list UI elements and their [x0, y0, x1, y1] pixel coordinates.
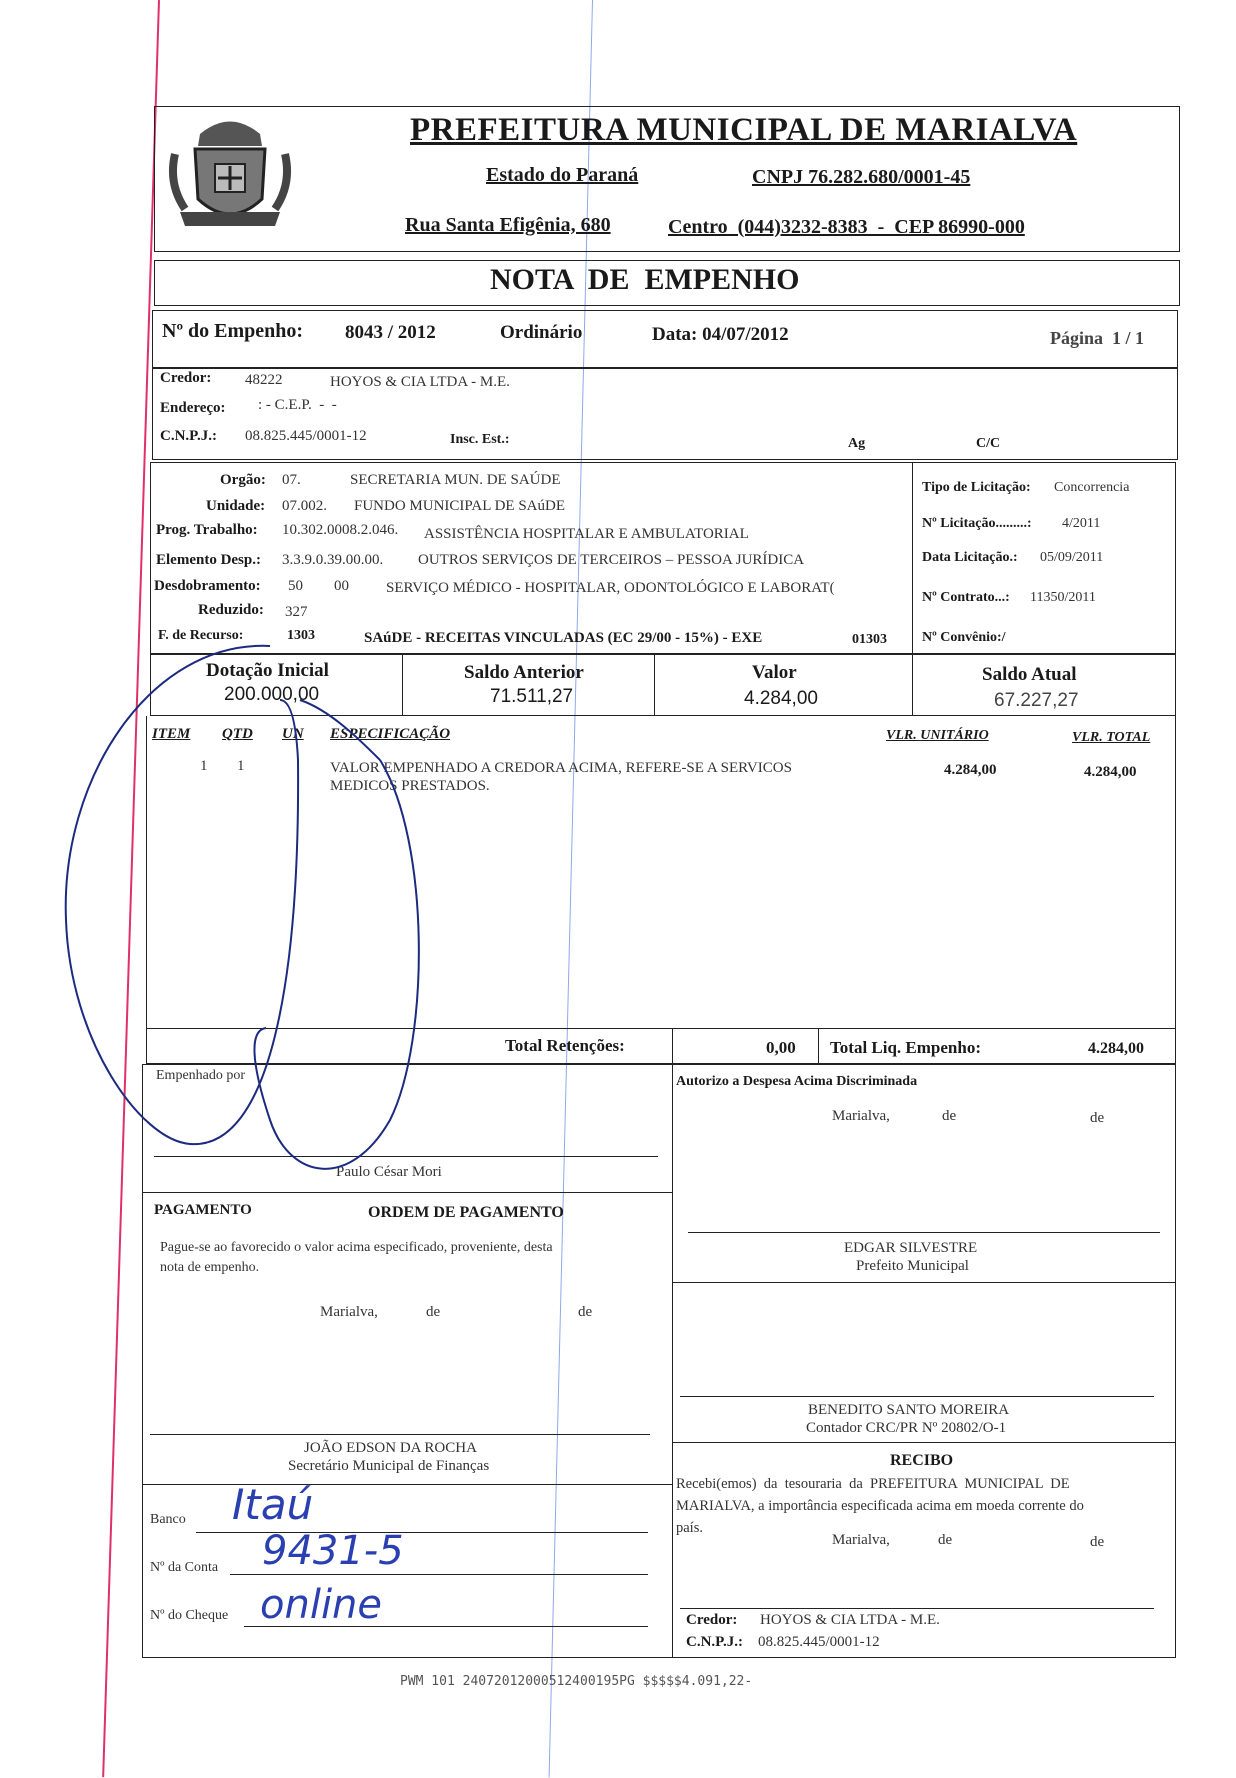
credor-code: 48222: [245, 372, 283, 388]
data-licitacao-label: Data Licitação.:: [922, 550, 1018, 565]
empenho-label: Nº do Empenho:: [162, 320, 304, 342]
recibo-de1: de: [938, 1532, 953, 1548]
doc-title: NOTA DE EMPENHO: [490, 263, 800, 296]
col-especificacao: ESPECIFICAÇÃO: [330, 726, 451, 742]
saldo-anterior-label: Saldo Anterior: [464, 662, 584, 683]
secretario-role: Secretário Municipal de Finanças: [288, 1458, 490, 1474]
secretario-name: JOÃO EDSON DA ROCHA: [304, 1440, 477, 1456]
prog-code: 10.302.0008.2.046.: [282, 522, 399, 538]
valor-label: Valor: [752, 662, 797, 683]
empenho-number: 8043 / 2012: [345, 322, 436, 343]
ag-label: Ag: [848, 436, 866, 451]
desdobramento-code: 50: [288, 578, 303, 594]
recibo-label: RECIBO: [890, 1452, 954, 1469]
credor-cnpj: 08.825.445/0001-12: [245, 428, 367, 444]
item-qtd: 1: [237, 758, 245, 774]
unidade-name: FUNDO MUNICIPAL DE SAúDE: [354, 498, 565, 514]
recibo-city: Marialva,: [832, 1532, 890, 1548]
prefeito-role: Prefeito Municipal: [856, 1258, 969, 1274]
orgao-label: Orgão:: [220, 472, 266, 488]
reduzido-label: Reduzido:: [198, 602, 264, 618]
fonte-name: SAúDE - RECEITAS VINCULADAS (EC 29/00 - 15%) - EXE: [364, 630, 763, 646]
recibo-cnpj: 08.825.445/0001-12: [758, 1634, 880, 1650]
col-un: UN: [282, 726, 304, 742]
pagamento-city: Marialva,: [320, 1304, 378, 1320]
fonte-code: 1303: [287, 628, 315, 643]
autorizo-de2: de: [1090, 1110, 1105, 1126]
recibo-de2: de: [1090, 1534, 1105, 1550]
endereco-label: Endereço:: [160, 400, 226, 416]
recibo-text-2: MARIALVA, a importância especificada acima em moeda corrente do: [676, 1498, 1084, 1514]
header-address-rest: Centro (044)3232-8383 - CEP 86990-000: [668, 216, 1025, 238]
endereco-value: : - C.E.P. - -: [258, 397, 337, 413]
col-vlr-unitario: VLR. UNITÁRIO: [886, 728, 989, 743]
total-liq-label: Total Liq. Empenho:: [830, 1038, 981, 1057]
contrato-value: 11350/2011: [1030, 590, 1096, 605]
reduzido-code: 327: [285, 604, 308, 620]
prefeitura-title: PREFEITURA MUNICIPAL DE MARIALVA: [410, 112, 1078, 148]
desdobramento-code2: 00: [334, 578, 349, 594]
contador-name: BENEDITO SANTO MOREIRA: [808, 1402, 1010, 1418]
item-desc-line1: VALOR EMPENHADO A CREDORA ACIMA, REFERE-SE A SERVICOS: [330, 760, 792, 776]
item-vlr-total: 4.284,00: [1084, 764, 1137, 780]
elemento-name: OUTROS SERVIÇOS DE TERCEIROS – PESSOA JURÍDICA: [418, 552, 805, 568]
saldo-atual-value: 67.227,27: [994, 690, 1079, 711]
orgao-code: 07.: [282, 472, 301, 488]
tipo-licitacao: Concorrencia: [1054, 480, 1130, 495]
credor-label: Credor:: [160, 370, 212, 386]
col-vlr-total: VLR. TOTAL: [1072, 730, 1151, 745]
autorizo-label: Autorizo a Despesa Acima Discriminada: [676, 1074, 918, 1089]
col-item: ITEM: [152, 726, 191, 742]
credor-cnpj-label: C.N.P.J.:: [160, 428, 217, 444]
insc-label: Insc. Est.:: [450, 432, 510, 447]
item-desc-line2: MEDICOS PRESTADOS.: [330, 778, 490, 794]
col-qtd: QTD: [222, 726, 253, 742]
dotacao-label: Dotação Inicial: [206, 660, 329, 681]
licitacao-num-label: Nº Licitação.........:: [922, 516, 1032, 531]
empenho-type: Ordinário: [500, 322, 583, 343]
empenhado-label: Empenhado por: [156, 1068, 246, 1083]
ordem-pagamento-label: ORDEM DE PAGAMENTO: [368, 1204, 564, 1221]
empenho-date: Data: 04/07/2012: [652, 324, 789, 345]
banco-handwritten: Itaú: [232, 1480, 314, 1529]
desdobramento-name: SERVIÇO MÉDICO - HOSPITALAR, ODONTOLÓGICO E LABORAT(: [386, 580, 835, 596]
valor-value: 4.284,00: [744, 688, 818, 709]
elemento-label: Elemento Desp.:: [156, 552, 261, 568]
dotacao-value: 200.000,00: [224, 684, 320, 705]
data-licitacao: 05/09/2011: [1040, 550, 1104, 565]
footer-barcode-text: PWM 101 24072012000512400195PG $$$$$4.091,22-: [400, 1674, 753, 1689]
autorizo-de1: de: [942, 1108, 957, 1124]
convenio-label: Nº Convênio:/: [922, 630, 1006, 645]
total-liq-value: 4.284,00: [1088, 1040, 1144, 1057]
conta-label: Nº da Conta: [150, 1560, 219, 1575]
conta-handwritten: 9431-5: [262, 1528, 404, 1574]
pagamento-label: PAGAMENTO: [154, 1202, 252, 1218]
empenhado-name: Paulo César Mori: [336, 1164, 442, 1180]
unidade-code: 07.002.: [282, 498, 327, 514]
contrato-label: Nº Contrato...:: [922, 590, 1010, 605]
empenho-page: Página 1 / 1: [1050, 328, 1145, 348]
recibo-text-1: Recebi(emos) da tesouraria da PREFEITURA MUNICIPAL DE: [676, 1476, 1070, 1492]
saldo-anterior-value: 71.511,27: [490, 686, 574, 707]
prefeito-name: EDGAR SILVESTRE: [844, 1240, 978, 1256]
cc-label: C/C: [976, 436, 1001, 451]
item-vlr-unitario: 4.284,00: [944, 762, 997, 778]
pagamento-text-2: nota de empenho.: [160, 1260, 260, 1275]
pagamento-text-1: Pague-se ao favorecido o valor acima especificado, proveniente, desta: [160, 1240, 553, 1255]
prog-label: Prog. Trabalho:: [156, 522, 258, 538]
credor-name: HOYOS & CIA LTDA - M.E.: [330, 374, 510, 390]
contador-role: Contador CRC/PR Nº 20802/O-1: [806, 1420, 1007, 1436]
recibo-cnpj-label: C.N.P.J.:: [686, 1634, 743, 1650]
cheque-handwritten: online: [260, 1582, 383, 1628]
unidade-label: Unidade:: [206, 498, 266, 514]
recibo-credor: HOYOS & CIA LTDA - M.E.: [760, 1612, 940, 1628]
recibo-text-3: país.: [676, 1520, 703, 1536]
tipo-licitacao-label: Tipo de Licitação:: [922, 480, 1031, 495]
cheque-label: Nº do Cheque: [150, 1608, 229, 1623]
elemento-code: 3.3.9.0.39.00.00.: [282, 552, 384, 568]
recibo-credor-label: Credor:: [686, 1612, 738, 1628]
autorizo-city: Marialva,: [832, 1108, 890, 1124]
prog-name: ASSISTÊNCIA HOSPITALAR E AMBULATORIAL: [424, 526, 749, 542]
desdobramento-label: Desdobramento:: [154, 578, 261, 594]
total-retencoes-label: Total Retenções:: [505, 1036, 625, 1055]
pagamento-de1: de: [426, 1304, 441, 1320]
fonte-num: 01303: [852, 632, 887, 647]
header-cnpj: CNPJ 76.282.680/0001-45: [752, 166, 971, 188]
banco-label: Banco: [150, 1512, 186, 1527]
saldo-atual-label: Saldo Atual: [982, 664, 1077, 685]
licitacao-num: 4/2011: [1062, 516, 1101, 531]
fonte-label: F. de Recurso:: [158, 628, 244, 643]
pagamento-de2: de: [578, 1304, 593, 1320]
item-number: 1: [200, 758, 208, 774]
orgao-name: SECRETARIA MUN. DE SAÚDE: [350, 472, 561, 488]
total-retencoes-value: 0,00: [766, 1038, 796, 1057]
state-name: Estado do Paraná: [486, 164, 639, 186]
header-address: Rua Santa Efigênia, 680: [405, 214, 611, 236]
